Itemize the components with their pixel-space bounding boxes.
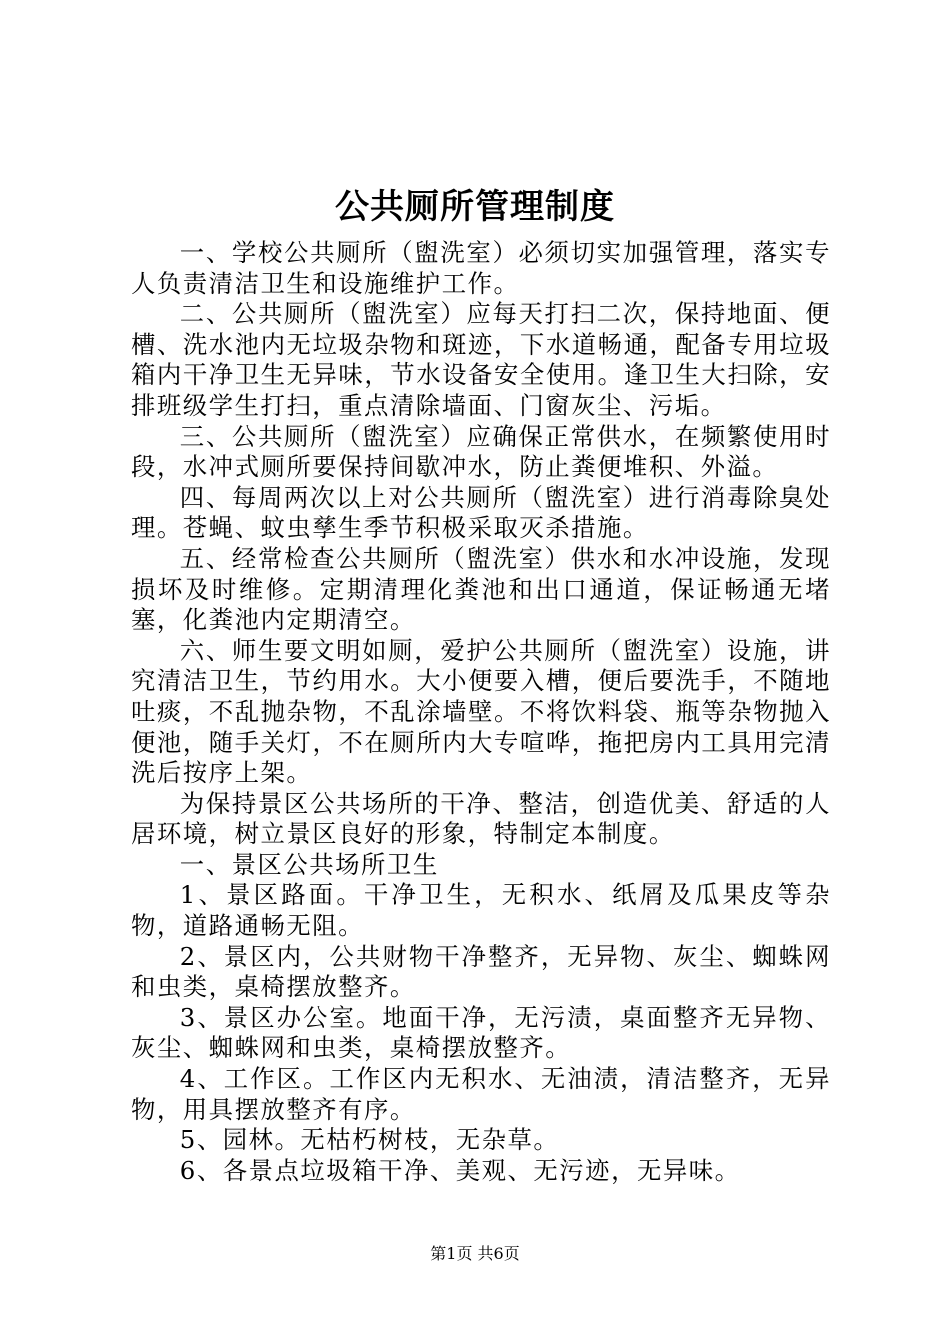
list-item: 5、园林。无枯朽树枝，无杂草。 — [179, 1125, 560, 1155]
list-item: 3、景区办公室。地面干净，无污渍，桌面整齐无异物、灰尘、蜘蛛网和虫类，桌椅摆放整齐。 — [131, 1002, 831, 1063]
paragraph: 为保持景区公共场所的干净、整洁，创造优美、舒适的人居环境，树立景区良好的形象，特制定本制度。 — [131, 788, 831, 849]
list-item: 6、各景点垃圾箱干净、美观、无污迹，无异味。 — [179, 1155, 741, 1185]
list-item: 1、景区路面。干净卫生，无积水、纸屑及瓜果皮等杂物，道路通畅无阻。 — [131, 880, 831, 941]
document-body — [131, 238, 831, 1186]
page-number-footer: 第1页 共6页 — [430, 1244, 520, 1263]
paragraph: 二、公共厕所（盥洗室）应每天打扫二次，保持地面、便槽、洗水池内无垃圾杂物和斑迹，下水道畅通，配备专用垃圾箱内干净卫生无异味，节水设备安全使用。逢卫生大扫除，安排班级学生打扫，重点清除墙面、门窗灰尘、污垢。 — [131, 299, 831, 420]
paragraph: 六、师生要文明如厕，爱护公共厕所（盥洗室）设施，讲究清洁卫生，节约用水。大小便要入槽，便后要洗手，不随地吐痰，不乱抛杂物，不乱涂墙壁。不将饮料袋、瓶等杂物抛入便池，随手关灯，不在厕所内大专喧哗，拖把房内工具用完清洗后按序上架。 — [131, 635, 831, 788]
paragraph: 一、学校公共厕所（盥洗室）必须切实加强管理，落实专人负责清洁卫生和设施维护工作。 — [131, 238, 831, 298]
document-title: 公共厕所管理制度 — [335, 187, 615, 227]
paragraph: 五、经常检查公共厕所（盥洗室）供水和水冲设施，发现损坏及时维修。定期清理化粪池和出口通道，保证畅通无堵塞，化粪池内定期清空。 — [131, 543, 831, 635]
paragraph: 三、公共厕所（盥洗室）应确保正常供水，在频繁使用时段，水冲式厕所要保持间歇冲水，防止粪便堆积、外溢。 — [131, 421, 831, 482]
list-item: 4、工作区。工作区内无积水、无油渍，清洁整齐，无异物，用具摆放整齐有序。 — [131, 1064, 831, 1124]
paragraph: 四、每周两次以上对公共厕所（盥洗室）进行消毒除臭处理。苍蝇、蚊虫孳生季节积极采取灭杀措施。 — [131, 482, 831, 543]
section-heading: 一、景区公共场所卫生 — [179, 849, 439, 879]
list-item: 2、景区内，公共财物干净整齐，无异物、灰尘、蜘蛛网和虫类，桌椅摆放整齐。 — [131, 941, 831, 1002]
